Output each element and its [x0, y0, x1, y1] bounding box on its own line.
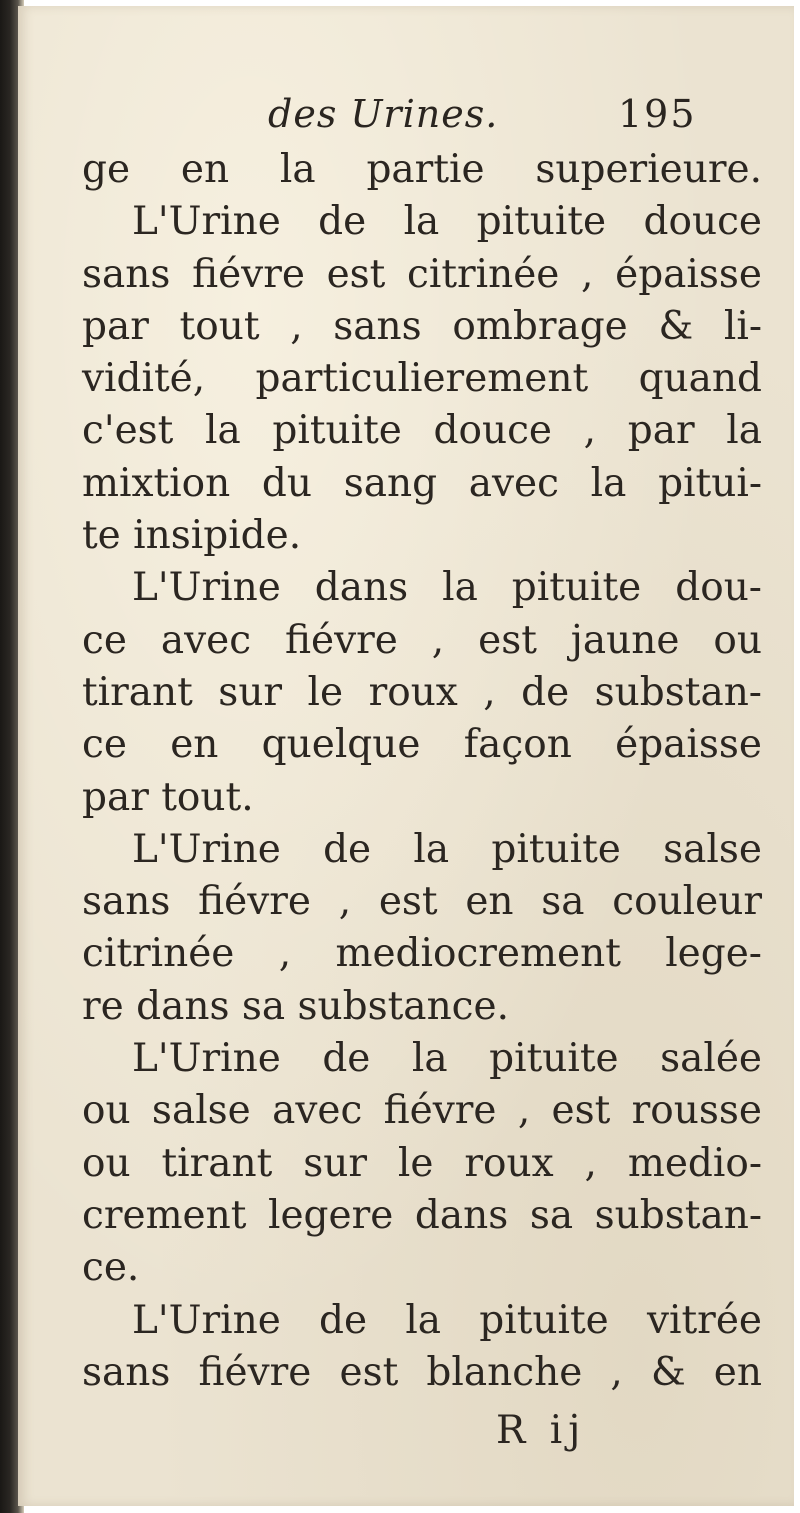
- text-line: L'Urine dans la pituite dou-: [132, 565, 762, 611]
- page-number: 195: [618, 92, 697, 136]
- text-line: ce en quelque façon épaisse: [82, 722, 762, 768]
- text-line: citrinée , mediocrement lege-: [82, 931, 762, 977]
- text-line: par tout , sans ombrage & li-: [82, 303, 762, 349]
- text-line: sans fiévre est citrinée , épaisse: [82, 251, 762, 297]
- page-edge: [794, 0, 800, 1513]
- text-line: L'Urine de la pituite douce: [132, 199, 762, 245]
- book-page: [18, 6, 794, 1506]
- text-line: mixtion du sang avec la pitui-: [82, 460, 762, 506]
- text-line: par tout.: [82, 774, 254, 820]
- text-line: sans fiévre est blanche , & en: [82, 1349, 762, 1395]
- body-text: [82, 144, 762, 1399]
- text-line: L'Urine de la pituite vitrée: [132, 1297, 762, 1343]
- page-header: [18, 92, 794, 142]
- text-line: tirant sur le roux , de substan-: [82, 669, 762, 715]
- text-line: ce.: [82, 1245, 140, 1291]
- text-line: ou salse avec fiévre , est rousse: [82, 1088, 762, 1134]
- text-line: ge en la partie superieure.: [82, 147, 762, 192]
- text-line: te insipide.: [82, 513, 302, 559]
- running-head: des Urines.: [268, 92, 499, 136]
- text-line: re dans sa substance.: [82, 983, 510, 1029]
- text-line: ou tirant sur le roux , medio-: [82, 1140, 762, 1186]
- text-line: crement legere dans sa substan-: [82, 1192, 762, 1238]
- text-line: c'est la pituite douce , par la: [82, 408, 762, 454]
- signature-mark: R ij: [496, 1408, 587, 1453]
- text-line: L'Urine de la pituite salée: [132, 1036, 762, 1082]
- text-line: ce avec fiévre , est jaune ou: [82, 617, 762, 663]
- text-line: vidité, particulierement quand: [82, 356, 762, 402]
- text-line: L'Urine de la pituite salse: [132, 826, 762, 872]
- text-line: sans fiévre , est en sa couleur: [82, 879, 762, 925]
